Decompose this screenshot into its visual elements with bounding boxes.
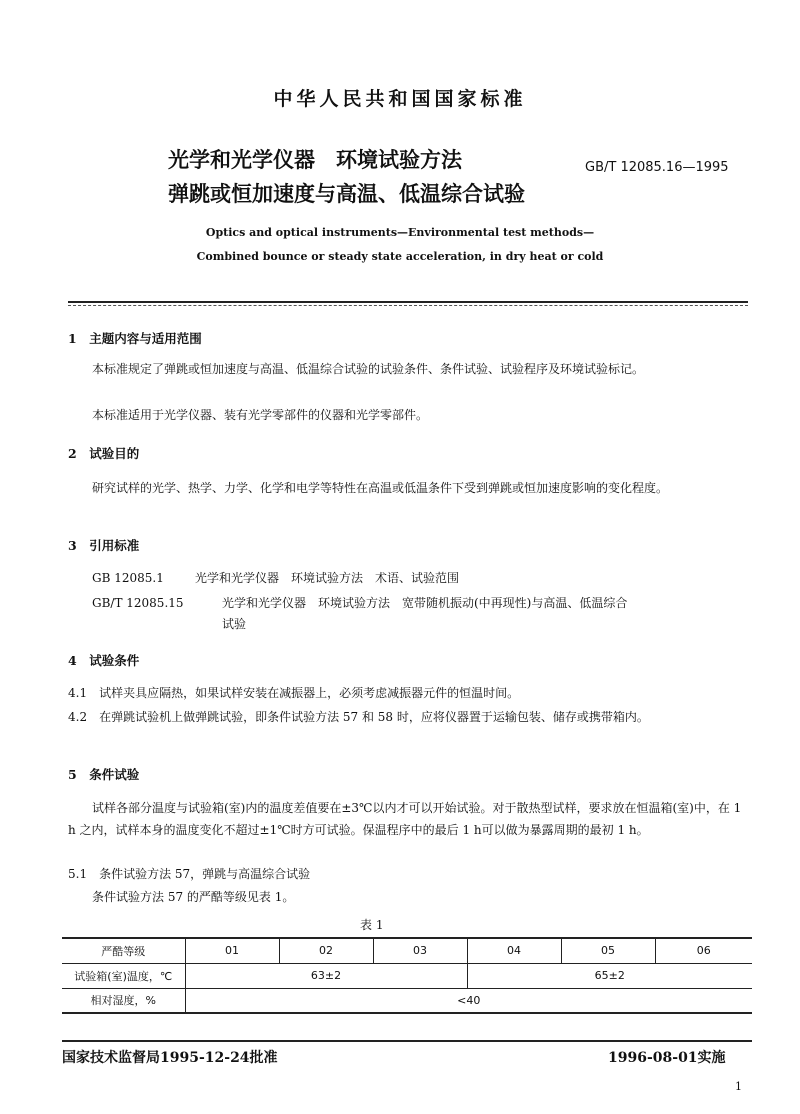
section-1-paragraph-2: 本标准适用于光学仪器、装有光学零部件的仪器和光学零部件。	[92, 408, 429, 422]
document-title-line2: 弹跳或恒加速度与高温、低温综合试验	[168, 182, 525, 206]
title-divider-dashed	[68, 305, 748, 306]
ref-1-text: 光学和光学仪器 环境试验方法 术语、试验范围	[195, 571, 460, 585]
table-row	[62, 988, 752, 1013]
relative-humidity-label: 相对湿度，%	[62, 988, 185, 1013]
clause-4-2: 4.2 在弹跳试验机上做弹跳试验，即条件试验方法 57 和 58 时，应将仪器置于运输包装、储存或携带箱内。	[68, 710, 649, 724]
severity-level: 04	[467, 938, 561, 963]
english-title-line1: Optics and optical instruments—Environmental test methods—	[205, 226, 595, 239]
table-header-label: 严酷等级	[62, 938, 185, 963]
relative-humidity-value: <40	[185, 988, 752, 1013]
severity-level: 05	[561, 938, 655, 963]
ref-2-code: GB/T 12085.15	[92, 596, 184, 610]
section-1-heading: 1 主题内容与适用范围	[68, 331, 202, 346]
page-number: 1	[735, 1080, 742, 1093]
national-standard-header: 中华人民共和国国家标准	[273, 88, 527, 110]
ref-2-text: 光学和光学仪器 环境试验方法 宽带随机振动(中再现性)与高温、低温综合	[222, 596, 628, 610]
table-row	[62, 938, 752, 963]
section-5-heading: 5 条件试验	[68, 767, 140, 782]
table-row	[62, 963, 752, 988]
chamber-temperature-value-a: 63±2	[185, 963, 467, 988]
chamber-temperature-label: 试验箱(室)温度，℃	[62, 963, 185, 988]
severity-level: 06	[655, 938, 752, 963]
table-1-title: 表 1	[360, 918, 384, 932]
severity-level: 03	[373, 938, 467, 963]
section-5-paragraph-1: 试样各部分温度与试验箱(室)内的温度差值要在±3℃以内才可以开始试验。对于散热型试样，要求放在恒温箱(室)中，在 1 h 之内，试样本身的温度变化不超过±1℃时方可试验。保温程序中的最后 1 h可以做为暴露周期的最初 1 h。	[68, 801, 742, 837]
clause-4-1: 4.1 试样夹具应隔热，如果试样安装在减振器上，必须考虑减振器元件的恒温时间。	[68, 686, 520, 700]
clause-5-1: 5.1 条件试验方法 57，弹跳与高温综合试验	[68, 867, 311, 881]
chamber-temperature-value-b: 65±2	[467, 963, 752, 988]
ref-1-code: GB 12085.1	[92, 571, 164, 585]
clause-5-1-paragraph: 条件试验方法 57 的严酷等级见表 1。	[92, 890, 295, 904]
section-3-heading: 3 引用标准	[68, 538, 140, 553]
section-1-paragraph-1: 本标准规定了弹跳或恒加速度与高温、低温综合试验的试验条件、条件试验、试验程序及环境试验标记。	[92, 362, 645, 376]
title-divider	[68, 301, 748, 303]
standard-code: GB/T 12085.16—1995	[585, 160, 729, 175]
severity-level: 01	[185, 938, 279, 963]
ref-2-text-cont: 试验	[222, 617, 247, 631]
implementation-line: 1996-08-01实施	[608, 1050, 726, 1066]
section-4-heading: 4 试验条件	[68, 653, 140, 668]
section-2-heading: 2 试验目的	[68, 446, 140, 461]
english-title-line2: Combined bounce or steady state acceleration, in dry heat or cold	[196, 250, 604, 263]
footer-divider	[62, 1040, 752, 1042]
severity-level: 02	[279, 938, 373, 963]
document-title-line1: 光学和光学仪器 环境试验方法	[168, 148, 462, 172]
approval-line: 国家技术监督局1995-12-24批准	[62, 1050, 278, 1066]
section-2-paragraph-1: 研究试样的光学、热学、力学、化学和电学等特性在高温或低温条件下受到弹跳或恒加速度影响的变化程度。	[92, 481, 669, 495]
severity-table	[62, 937, 752, 1014]
